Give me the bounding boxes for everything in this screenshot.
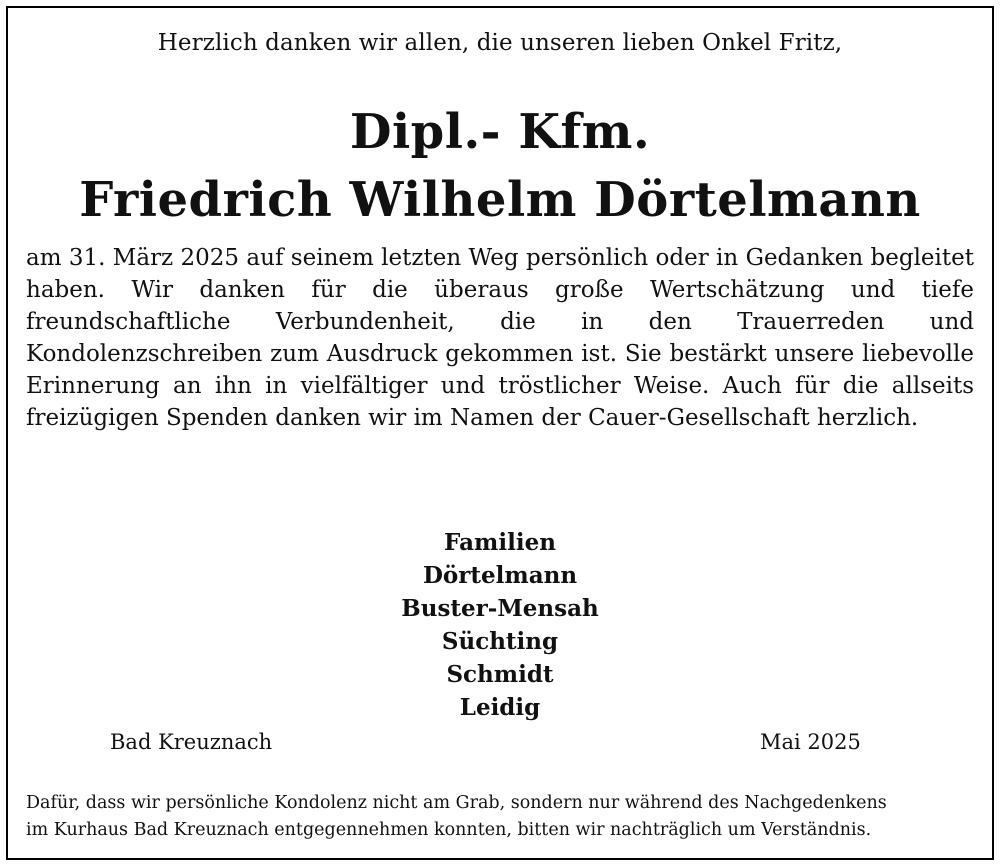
notice-frame <box>6 6 994 860</box>
body-paragraph: am 31. März 2025 auf seinem letzten Weg persönlich oder in Gedanken begleitet haben. Wir danken für die überaus große Wertschätzung und tiefe freundschaftliche Verbundenheit, die in den Trauerreden und Kondolenzschreiben zum Ausdruck gekommen ist. Sie bestärkt unsere liebevolle Erinnerung an ihn in vielfältiger und tröstlicher Weise. Auch für die allseits freizügigen Spenden danken wir im Namen der Cauer-Gesellschaft herzlich. <box>26 245 974 431</box>
title-name: Friedrich Wilhelm Dörtelmann <box>79 172 921 228</box>
families-list <box>8 526 992 724</box>
intro-text: Herzlich danken wir allen, die unseren lieben Onkel Fritz, <box>157 30 843 56</box>
family-name: Buster-Mensah <box>401 595 599 622</box>
family-name: Süchting <box>441 628 559 655</box>
family-name: Dörtelmann <box>422 562 578 589</box>
footer-note <box>26 790 976 844</box>
family-name: Schmidt <box>446 661 554 688</box>
footer-line: Dafür, dass wir persönliche Kondolenz nicht am Grab, sondern nur während des Nachgedenkens <box>26 793 887 813</box>
family-name: Leidig <box>459 694 541 721</box>
footer-line: im Kurhaus Bad Kreuznach entgegennehmen konnten, bitten wir nachträglich um Verständnis. <box>26 820 872 840</box>
date: Mai 2025 <box>760 730 861 754</box>
place: Bad Kreuznach <box>110 730 273 754</box>
families-heading: Familien <box>444 529 556 556</box>
title-academic-degree: Dipl.- Kfm. <box>349 104 651 160</box>
